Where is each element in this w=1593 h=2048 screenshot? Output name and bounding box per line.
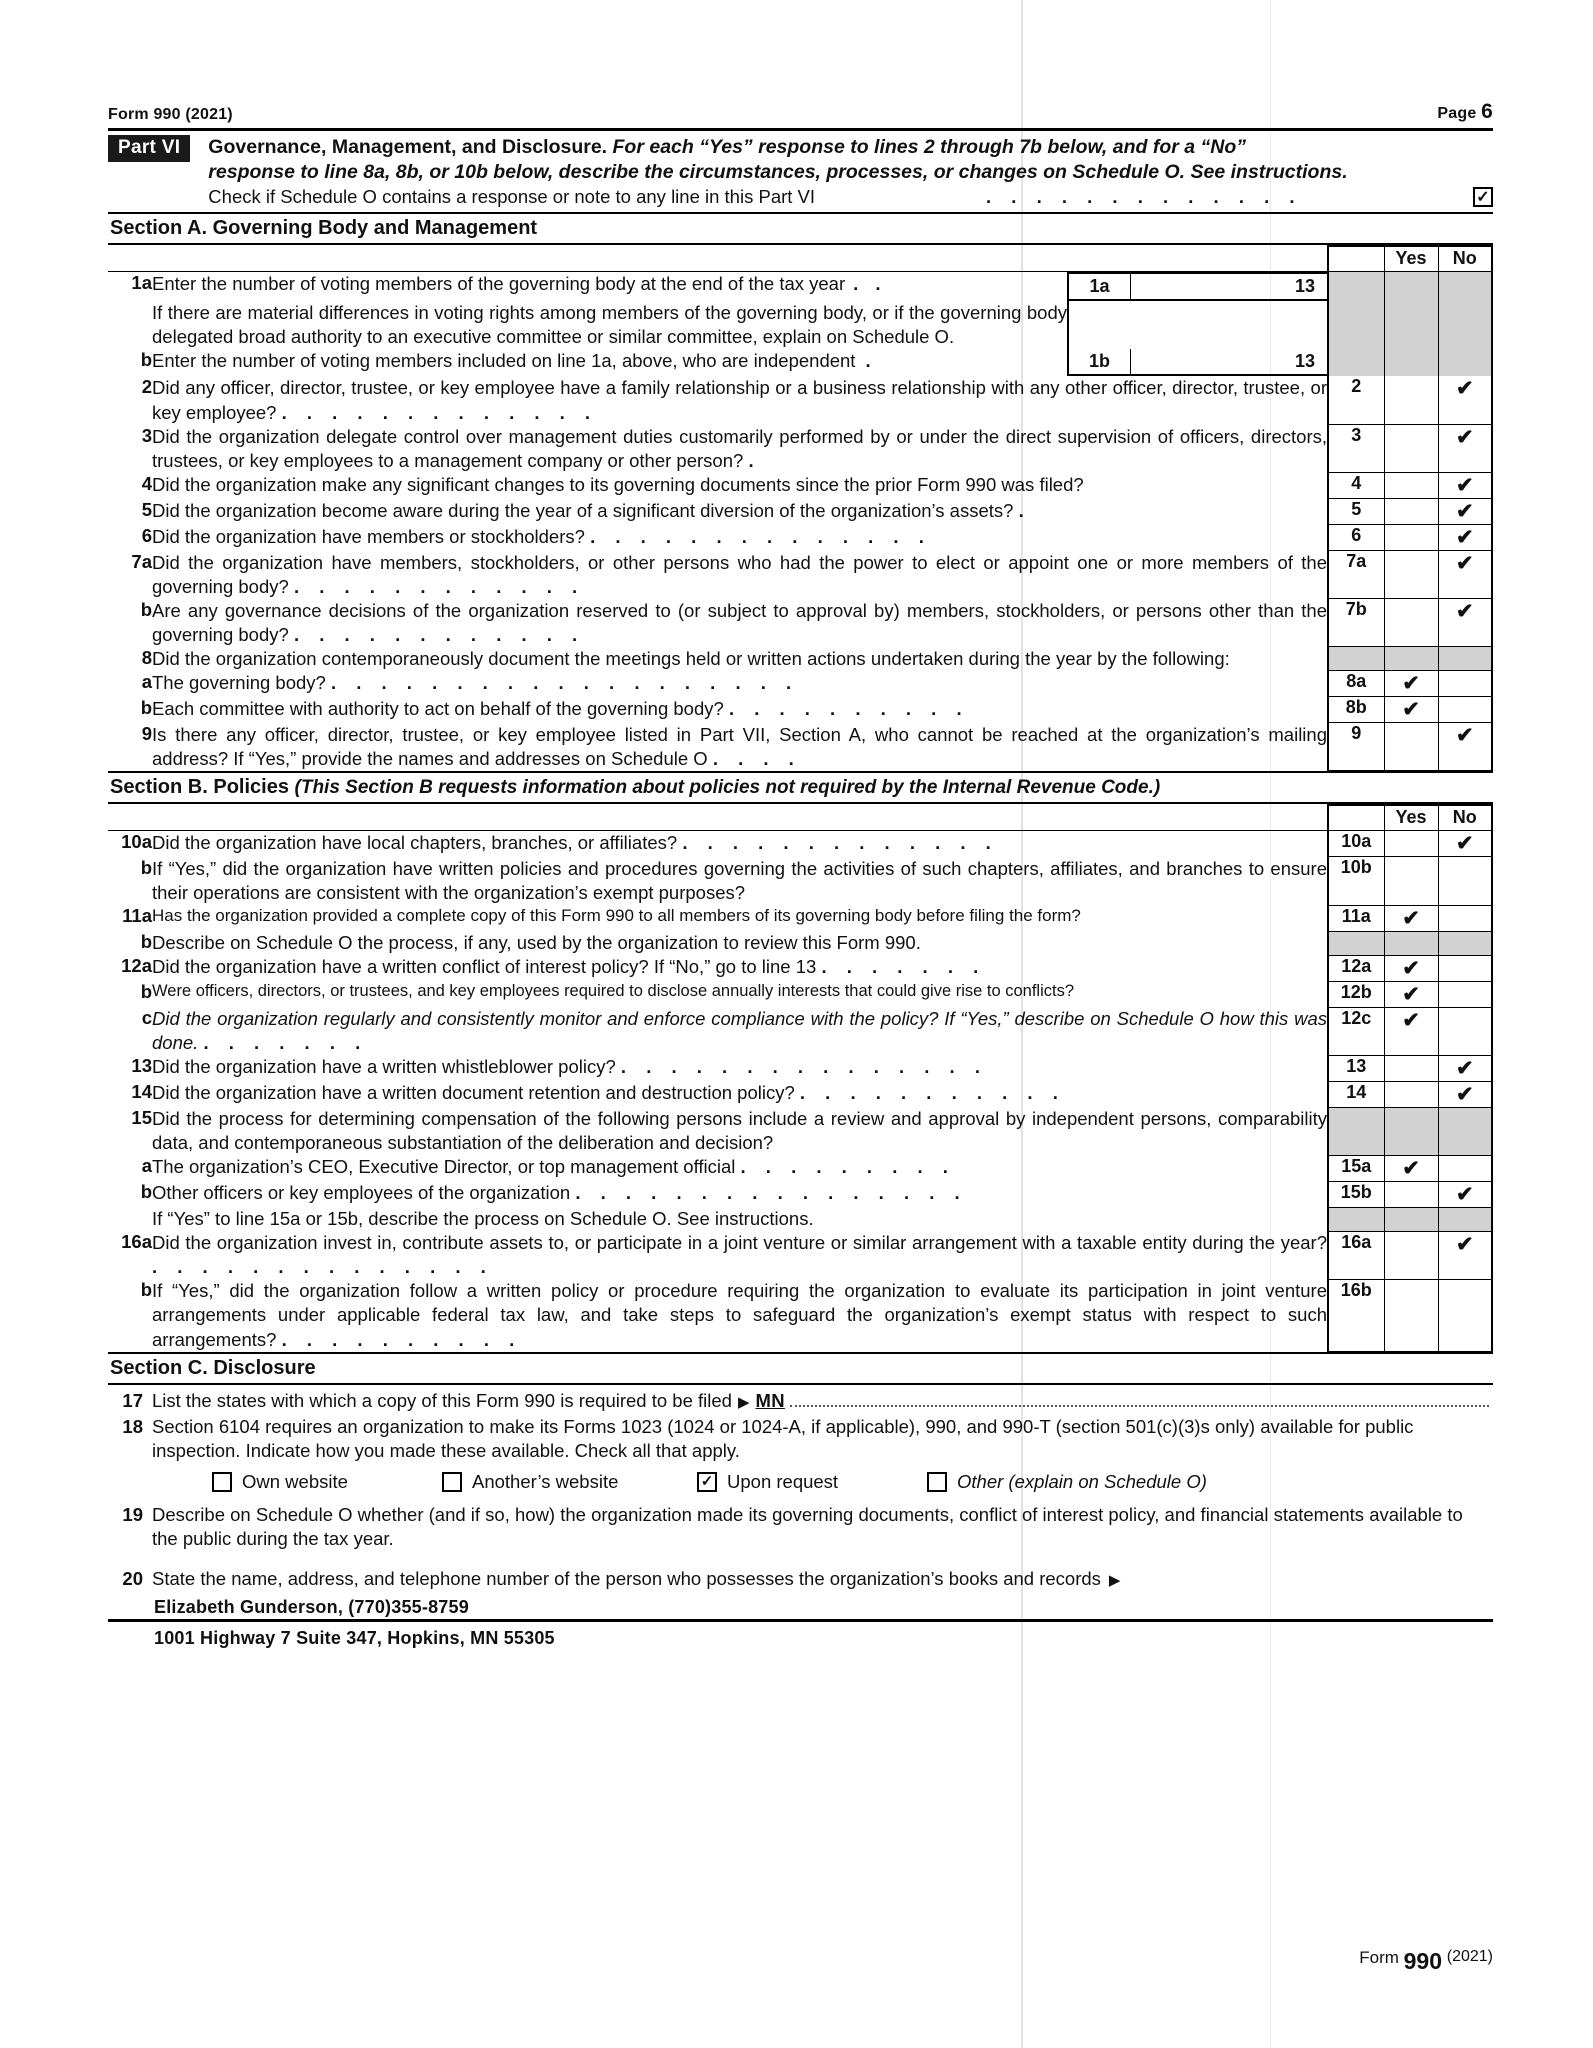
option-label: Other (explain on Schedule O) bbox=[957, 1471, 1207, 1493]
ref-cell bbox=[1328, 1207, 1384, 1231]
leader-dots: . bbox=[865, 350, 877, 372]
row-number: 3 bbox=[141, 424, 152, 446]
option-upon-request[interactable] bbox=[697, 1471, 927, 1493]
line-20-address[interactable]: 1001 Highway 7 Suite 347, Hopkins, MN 55305 bbox=[154, 1628, 555, 1649]
no-cell[interactable] bbox=[1438, 857, 1492, 905]
no-cell[interactable]: ✔ bbox=[1438, 599, 1492, 647]
row-text: Did the organization contemporaneously document the meetings held or written actions undertaken during the year by the following: bbox=[152, 647, 1230, 669]
yes-cell bbox=[1384, 1107, 1438, 1155]
yes-cell[interactable] bbox=[1384, 376, 1438, 424]
section-b-column-header-row bbox=[108, 805, 1492, 831]
table-row bbox=[108, 647, 1492, 671]
row-number: 6 bbox=[141, 524, 152, 546]
no-cell[interactable]: ✔ bbox=[1438, 376, 1492, 424]
row-text: Were officers, directors, or trustees, and key employees required to disclose annually interests that could give rise to conflicts? bbox=[152, 982, 1075, 1001]
table-row bbox=[108, 349, 1492, 376]
footer-form-number: 990 bbox=[1403, 1948, 1443, 1974]
ref-cell: 10b bbox=[1328, 857, 1384, 905]
form-990-part-vi-page bbox=[108, 100, 1493, 1649]
no-cell bbox=[1438, 1207, 1492, 1231]
page-footer bbox=[108, 1948, 1493, 1975]
leader-dots: . . . . . . . bbox=[821, 956, 986, 978]
section-a-title: Section A. Governing Body and Management bbox=[108, 214, 1493, 245]
no-cell bbox=[1438, 931, 1492, 955]
line-17-text: List the states with which a copy of this Form 990 is required to be filed bbox=[152, 1390, 732, 1412]
leader-dots: . bbox=[1018, 499, 1030, 521]
schedule-o-checkbox[interactable]: ✓ bbox=[1473, 187, 1493, 207]
leader-dots: . . . . . . . . . . . . . bbox=[986, 185, 1303, 207]
table-row bbox=[108, 723, 1492, 771]
ref-cell: 15b bbox=[1328, 1181, 1384, 1207]
yes-cell[interactable] bbox=[1384, 723, 1438, 771]
yes-cell[interactable] bbox=[1384, 599, 1438, 647]
ref-cell: 15a bbox=[1328, 1155, 1384, 1181]
line-17 bbox=[108, 1389, 1493, 1413]
no-cell[interactable]: ✔ bbox=[1438, 723, 1492, 771]
row-text: If “Yes” to line 15a or 15b, describe the process on Schedule O. See instructions. bbox=[152, 1208, 814, 1230]
table-row bbox=[108, 1231, 1492, 1279]
section-b-no-header: No bbox=[1438, 805, 1492, 831]
leader-dots: . . . . . . . . . . . . . bbox=[682, 832, 999, 854]
yes-cell[interactable] bbox=[1384, 831, 1438, 857]
leader-dots: . . . . . . . . . . . . . bbox=[281, 401, 598, 423]
row-number: 20 bbox=[122, 1568, 143, 1590]
row-number: 16a bbox=[121, 1231, 152, 1253]
right-triangle-icon: ▶ bbox=[1108, 1572, 1121, 1590]
checkbox-upon-request[interactable]: ✓ bbox=[697, 1472, 717, 1492]
row-text: Did the organization delegate control over management duties customarily performed by or under the direct supervision of officers, directors, trustees, or key employees to a management company or other person? . bbox=[152, 425, 1327, 471]
ref-cell: 8a bbox=[1328, 671, 1384, 697]
table-row bbox=[108, 1155, 1492, 1181]
row-number: 17 bbox=[122, 1390, 143, 1412]
yes-cell[interactable] bbox=[1384, 425, 1438, 473]
table-row bbox=[108, 551, 1492, 599]
yes-cell[interactable] bbox=[1384, 1081, 1438, 1107]
page-number: 6 bbox=[1481, 100, 1493, 123]
row-number: b bbox=[140, 1181, 152, 1203]
row-text: Did the organization have a written whistleblower policy? . . . . . . . . . . . . . . . bbox=[152, 1056, 988, 1078]
table-row bbox=[108, 1207, 1492, 1231]
table-row bbox=[108, 1107, 1492, 1155]
row-number: 19 bbox=[122, 1504, 143, 1526]
row-number: 4 bbox=[141, 472, 152, 494]
row-text: Is there any officer, director, trustee, or key employee listed in Part VII, Section A, who cannot be reached at the organization’s mailing address? If “Yes,” provide the names and addresses on Schedule O . . . . bbox=[152, 723, 1327, 769]
no-cell[interactable] bbox=[1438, 1007, 1492, 1055]
leader-dots: . . . . . . . . . . . . . . bbox=[152, 1256, 494, 1278]
table-row bbox=[108, 981, 1492, 1007]
row-text: Describe on Schedule O the process, if any, used by the organization to review this Form 990. bbox=[152, 932, 921, 954]
table-row bbox=[108, 499, 1492, 525]
table-row bbox=[108, 425, 1492, 473]
ref-cell bbox=[1328, 271, 1384, 301]
table-row bbox=[108, 1081, 1492, 1107]
ref-cell: 10a bbox=[1328, 831, 1384, 857]
option-label: Another’s website bbox=[472, 1471, 619, 1493]
no-cell[interactable]: ✔ bbox=[1438, 1231, 1492, 1279]
table-row bbox=[108, 525, 1492, 551]
yes-cell[interactable] bbox=[1384, 473, 1438, 499]
row-text: Did the organization have members or stockholders? . . . . . . . . . . . . . . bbox=[152, 525, 932, 547]
yes-cell[interactable]: ✔ bbox=[1384, 905, 1438, 931]
yes-cell[interactable] bbox=[1384, 1055, 1438, 1081]
yes-cell[interactable] bbox=[1384, 525, 1438, 551]
part-heading-text bbox=[208, 135, 1493, 209]
no-cell[interactable]: ✔ bbox=[1438, 831, 1492, 857]
line-20-name-phone[interactable]: Elizabeth Gunderson, (770)355-8759 bbox=[154, 1597, 469, 1618]
row-number: 10a bbox=[121, 831, 152, 853]
row-text: Did any officer, director, trustee, or key employee have a family relationship or a business relationship with any other officer, director, trustee, or key employee? . . . . . . . . . . . . . bbox=[152, 377, 1327, 423]
no-cell[interactable] bbox=[1438, 671, 1492, 697]
section-b-yes-header: Yes bbox=[1384, 805, 1438, 831]
page-number-label: Page 6 bbox=[1437, 100, 1493, 123]
table-row bbox=[108, 905, 1492, 931]
yes-cell[interactable]: ✔ bbox=[1384, 1155, 1438, 1181]
yes-cell[interactable]: ✔ bbox=[1384, 955, 1438, 981]
row-number: a bbox=[141, 670, 152, 692]
row-text: Are any governance decisions of the organization reserved to (or subject to approval by) members, stockholders, or persons other than the governing body? . . . . . . . . . . . . bbox=[152, 599, 1327, 645]
line-1b-value-box[interactable]: 1b 13 bbox=[1067, 349, 1327, 376]
row-text: Did the organization regularly and consistently monitor and enforce compliance with the policy? If “Yes,” describe on Schedule O how this was done. . . . . . . . bbox=[152, 1008, 1327, 1054]
ref-cell: 16b bbox=[1328, 1279, 1384, 1351]
ref-cell: 3 bbox=[1328, 425, 1384, 473]
leader-dots: . . . . . . . . . . . . . . bbox=[590, 525, 932, 547]
no-cell[interactable]: ✔ bbox=[1438, 1081, 1492, 1107]
no-cell[interactable]: ✔ bbox=[1438, 525, 1492, 551]
row-text: Did the organization have local chapters, branches, or affiliates? . . . . . . . . . . . . . bbox=[152, 832, 999, 854]
row-text: Enter the number of voting members included on line 1a, above, who are independent . 1b 13 bbox=[152, 349, 1328, 376]
row-text: Did the organization have a written conflict of interest policy? If “No,” go to line 13 . . . . . . . bbox=[152, 956, 986, 978]
row-text: Each committee with authority to act on behalf of the governing body? . . . . . . . . . . bbox=[152, 697, 970, 719]
row-text: Did the organization have members, stockholders, or other persons who had the power to elect or appoint one or more members of the governing body? . . . . . . . . . . . . bbox=[152, 551, 1327, 597]
row-number: 9 bbox=[141, 722, 152, 744]
yes-cell[interactable]: ✔ bbox=[1384, 981, 1438, 1007]
row-text: The organization’s CEO, Executive Director, or top management official . . . . . . . . . bbox=[152, 1156, 956, 1178]
no-cell[interactable]: ✔ bbox=[1438, 1055, 1492, 1081]
yes-cell[interactable] bbox=[1384, 551, 1438, 599]
row-number: 14 bbox=[131, 1081, 152, 1103]
ref-cell: 12c bbox=[1328, 1007, 1384, 1055]
table-row bbox=[108, 473, 1492, 499]
yes-cell bbox=[1384, 647, 1438, 671]
yes-cell bbox=[1384, 271, 1438, 301]
line-20-entry bbox=[108, 1597, 1493, 1649]
section-b-title: Section B. Policies (This Section B requests information about policies not required by the Internal Revenue Code.) bbox=[108, 771, 1493, 804]
table-row bbox=[108, 671, 1492, 697]
row-number: 7a bbox=[131, 550, 152, 572]
ref-cell bbox=[1328, 1107, 1384, 1155]
table-row bbox=[108, 955, 1492, 981]
line-20-text: State the name, address, and telephone number of the person who possesses the organization’s books and records bbox=[152, 1568, 1101, 1590]
leader-dots: . . . . . . . . . bbox=[740, 1156, 956, 1178]
row-number: 12a bbox=[121, 955, 152, 977]
row-text: Has the organization provided a complete copy of this Form 990 to all members of its governing body before filing the form? bbox=[152, 906, 1081, 926]
yes-cell[interactable] bbox=[1384, 1231, 1438, 1279]
option-other[interactable] bbox=[927, 1471, 1207, 1493]
part-tag: Part VI bbox=[108, 135, 190, 162]
yes-cell[interactable]: ✔ bbox=[1384, 697, 1438, 723]
leader-dots: . . . . . . . . . . bbox=[281, 1328, 522, 1350]
table-row bbox=[108, 857, 1492, 905]
table-row bbox=[108, 599, 1492, 647]
line-1a-value: 13 bbox=[1294, 275, 1315, 296]
ref-cell bbox=[1328, 931, 1384, 955]
ref-cell: 12b bbox=[1328, 981, 1384, 1007]
row-number: 11a bbox=[122, 905, 152, 927]
row-number: 1a bbox=[131, 271, 152, 293]
section-b-table bbox=[108, 804, 1493, 1352]
row-text: If “Yes,” did the organization have written policies and procedures governing the activities of such chapters, affiliates, and branches to ensure their operations are consistent with the organization’s exempt purposes? bbox=[152, 857, 1327, 904]
leader-dots: . . . . bbox=[712, 747, 802, 769]
section-a-column-header-row bbox=[108, 246, 1492, 272]
row-number: 13 bbox=[131, 1055, 152, 1077]
line-18-options bbox=[108, 1463, 1493, 1493]
leader-dots: . . . . . . . . . . . . . . . . . . . bbox=[330, 671, 799, 693]
leader-dots: . . bbox=[853, 272, 887, 294]
ref-cell: 6 bbox=[1328, 525, 1384, 551]
leader-dots: . . . . . . . . . . . . bbox=[293, 623, 585, 645]
no-cell[interactable]: ✔ bbox=[1438, 499, 1492, 525]
row-text: Other officers or key employees of the organization . . . . . . . . . . . . . . . . bbox=[152, 1182, 968, 1204]
row-number: 18 bbox=[122, 1416, 143, 1438]
right-triangle-icon: ▶ bbox=[737, 1394, 750, 1412]
leader-dots: . . . . . . . . . . . . bbox=[293, 575, 585, 597]
ref-cell: 4 bbox=[1328, 473, 1384, 499]
row-number: c bbox=[141, 1007, 152, 1029]
yes-cell[interactable] bbox=[1384, 857, 1438, 905]
line-17-value[interactable]: MN bbox=[755, 1390, 785, 1412]
no-cell[interactable] bbox=[1438, 697, 1492, 723]
table-row bbox=[108, 1279, 1492, 1351]
row-number: b bbox=[140, 981, 152, 1003]
line-18-text: Section 6104 requires an organization to make its Forms 1023 (1024 or 1024-A, if applicable), 990, and 990-T (section 501(c)(3)s only) available for public inspection. Indicate how you made these available. Check all that apply. bbox=[152, 1416, 1414, 1462]
yes-cell bbox=[1384, 1207, 1438, 1231]
yes-cell[interactable]: ✔ bbox=[1384, 671, 1438, 697]
footer-form-word: Form bbox=[1359, 1948, 1399, 1967]
section-a-no-header: No bbox=[1438, 246, 1492, 272]
footer-year: (2021) bbox=[1446, 1948, 1493, 1965]
row-text: If “Yes,” did the organization follow a written policy or procedure requiring the organization to evaluate its participation in joint venture arrangements under applicable federal tax law, and take steps to safeguard the organization’s exempt status with respect to such arrangements? . . . . . . . . . . bbox=[152, 1280, 1327, 1350]
yes-cell bbox=[1384, 931, 1438, 955]
row-number: 5 bbox=[141, 498, 152, 520]
row-text: Did the organization invest in, contribute assets to, or participate in a joint venture or similar arrangement with a taxable entity during the year? . . . . . . . . . . . . . . bbox=[152, 1232, 1327, 1278]
yes-cell[interactable] bbox=[1384, 1181, 1438, 1207]
checkbox-anothers-website[interactable] bbox=[442, 1472, 462, 1492]
checkbox-own-website[interactable] bbox=[212, 1472, 232, 1492]
line-17-rule bbox=[790, 1405, 1489, 1407]
no-cell[interactable]: ✔ bbox=[1438, 551, 1492, 599]
line-19-text: Describe on Schedule O whether (and if so, how) the organization made its governing documents, conflict of interest policy, and financial statements available to the public during the tax year. bbox=[152, 1504, 1463, 1550]
leader-dots: . . . . . . . . . . . bbox=[799, 1082, 1066, 1104]
line-18 bbox=[108, 1413, 1493, 1463]
no-cell[interactable] bbox=[1438, 1279, 1492, 1351]
line-1a-value-box[interactable]: 1a 13 bbox=[1067, 272, 1327, 301]
line-1b-value: 13 bbox=[1294, 351, 1315, 372]
no-cell[interactable] bbox=[1438, 905, 1492, 931]
table-row bbox=[108, 376, 1492, 424]
ref-cell: 5 bbox=[1328, 499, 1384, 525]
row-number: b bbox=[140, 1279, 152, 1301]
ref-cell bbox=[1328, 647, 1384, 671]
leader-dots: . . . . . . . bbox=[203, 1032, 368, 1054]
ref-cell: 16a bbox=[1328, 1231, 1384, 1279]
table-row bbox=[108, 831, 1492, 857]
ref-cell: 2 bbox=[1328, 376, 1384, 424]
table-row bbox=[108, 931, 1492, 955]
line-19 bbox=[108, 1493, 1493, 1551]
section-c-title: Section C. Disclosure bbox=[108, 1352, 1493, 1385]
section-a-yes-header: Yes bbox=[1384, 246, 1438, 272]
row-subtext: If there are material differences in voting rights among members of the governing body, or if the governing body delegated broad authority to an executive committee or similar committee, explain on Schedule O. bbox=[152, 301, 1328, 349]
row-number: 15 bbox=[131, 1107, 152, 1129]
checkbox-other[interactable] bbox=[927, 1472, 947, 1492]
line-20 bbox=[108, 1551, 1493, 1591]
row-number: b bbox=[140, 931, 152, 953]
table-row bbox=[108, 1181, 1492, 1207]
row-text: The governing body? . . . . . . . . . . . . . . . . . . . bbox=[152, 671, 799, 693]
ref-cell: 8b bbox=[1328, 697, 1384, 723]
ref-cell: 11a bbox=[1328, 905, 1384, 931]
leader-dots: . . . . . . . . . . . . . . . . bbox=[575, 1182, 968, 1204]
page-header bbox=[108, 100, 1493, 128]
row-number: a bbox=[141, 1155, 152, 1177]
option-own-website[interactable] bbox=[212, 1471, 442, 1493]
row-text: Did the process for determining compensation of the following persons include a review and approval by independent persons, comparability data, and contemporaneous substantiation of the deliberation and decision? bbox=[152, 1108, 1327, 1154]
part-vi-header-bar bbox=[108, 128, 1493, 214]
part-title: Governance, Management, and Disclosure. bbox=[208, 136, 608, 158]
row-number: b bbox=[140, 696, 152, 718]
ref-cell: 9 bbox=[1328, 723, 1384, 771]
row-number: b bbox=[140, 349, 152, 371]
no-cell[interactable]: ✔ bbox=[1438, 473, 1492, 499]
row-number: 2 bbox=[141, 376, 152, 398]
schedule-o-check-label: Check if Schedule O contains a response or note to any line in this Part VI bbox=[208, 185, 816, 207]
form-identifier: Form 990 (2021) bbox=[108, 106, 233, 123]
no-cell bbox=[1438, 271, 1492, 301]
no-cell bbox=[1438, 647, 1492, 671]
row-number: 8 bbox=[141, 646, 152, 668]
leader-dots: . . . . . . . . . . . . . . . bbox=[620, 1056, 988, 1078]
no-cell[interactable] bbox=[1438, 1155, 1492, 1181]
table-row bbox=[108, 1055, 1492, 1081]
part-desc-line2: response to line 8a, 8b, or 10b below, describe the circumstances, processes, or changes on Schedule O. See instructions. bbox=[208, 160, 1348, 183]
row-number: b bbox=[140, 598, 152, 620]
ref-cell: 13 bbox=[1328, 1055, 1384, 1081]
table-row bbox=[108, 301, 1492, 349]
yes-cell[interactable] bbox=[1384, 499, 1438, 525]
table-row bbox=[108, 1007, 1492, 1055]
no-cell[interactable] bbox=[1438, 981, 1492, 1007]
leader-dots: . bbox=[748, 449, 760, 471]
ref-cell: 12a bbox=[1328, 955, 1384, 981]
row-number: b bbox=[140, 856, 152, 878]
ref-cell: 7a bbox=[1328, 551, 1384, 599]
option-label: Own website bbox=[242, 1471, 348, 1493]
yes-cell[interactable] bbox=[1384, 1279, 1438, 1351]
section-a-table bbox=[108, 245, 1493, 772]
option-label: Upon request bbox=[727, 1471, 839, 1493]
row-text: Did the organization become aware during the year of a significant diversion of the organization’s assets? . bbox=[152, 499, 1030, 521]
part-desc-line1: For each “Yes” response to lines 2 through 7b below, and for a “No” bbox=[612, 136, 1247, 158]
no-cell[interactable]: ✔ bbox=[1438, 1181, 1492, 1207]
row-text: Enter the number of voting members of the governing body at the end of the tax year . . 1a 13 bbox=[152, 271, 1328, 301]
leader-dots: . . . . . . . . . . bbox=[728, 697, 970, 719]
row-number bbox=[108, 1207, 152, 1231]
section-b-title-note: (This Section B requests information about policies not required by the Internal Revenue Code.) bbox=[294, 777, 1161, 799]
no-cell[interactable] bbox=[1438, 955, 1492, 981]
ref-cell: 7b bbox=[1328, 599, 1384, 647]
ref-cell: 14 bbox=[1328, 1081, 1384, 1107]
row-text: Did the organization have a written document retention and destruction policy? . . . . . . . . . . . bbox=[152, 1082, 1066, 1104]
row-text: Did the organization make any significant changes to its governing documents since the prior Form 990 was filed? bbox=[152, 473, 1084, 495]
no-cell[interactable]: ✔ bbox=[1438, 425, 1492, 473]
table-row bbox=[108, 271, 1492, 301]
no-cell bbox=[1438, 1107, 1492, 1155]
option-anothers-website[interactable] bbox=[442, 1471, 697, 1493]
table-row bbox=[108, 697, 1492, 723]
yes-cell[interactable]: ✔ bbox=[1384, 1007, 1438, 1055]
